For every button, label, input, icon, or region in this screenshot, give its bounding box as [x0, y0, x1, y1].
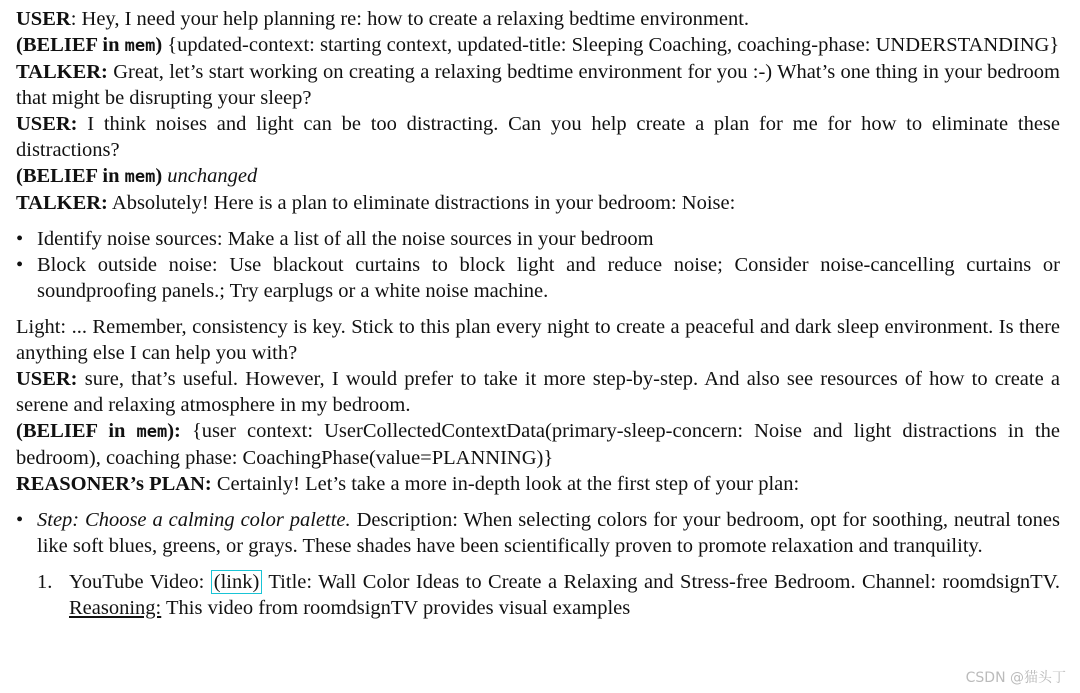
speaker-label: USER [16, 8, 71, 30]
dialogue-document [16, 6, 1060, 621]
belief-update-1 [16, 32, 1060, 59]
belief-label-close: ): [167, 420, 181, 442]
watermark: CSDN @猫头丁 [965, 670, 1066, 686]
utterance-text: sure, that’s useful. However, I would prefer to take it more step-by-step. And also see resources of how to create a serene and relaxing atmosphere in my bedroom. [16, 368, 1060, 416]
belief-label-open: (BELIEF in [16, 34, 125, 56]
resource-list [16, 569, 1060, 621]
utterance-text: Absolutely! Here is a plan to eliminate distractions in your bedroom: Noise: [107, 192, 736, 214]
step-title: Step: Choose a calming color palette. [37, 509, 351, 531]
resource-prefix: YouTube Video: [69, 571, 211, 593]
utterance-text: Certainly! Let’s take a more in-depth look at the first step of your plan: [211, 473, 800, 495]
step-description: Description: When selecting colors for your bedroom, opt for soothing, neutral tones like soft blues, greens, or grays. These shades have been scientifically proven to promote relaxation and tranquility. [37, 509, 1060, 557]
speaker-label: USER: [16, 368, 78, 390]
plan-step-list [16, 507, 1060, 559]
noise-bullet-list [16, 226, 1060, 304]
list-item: • Identify noise sources: Make a list of all the noise sources in your bedroom [16, 226, 1060, 252]
resource-link[interactable]: (link) [211, 570, 263, 594]
belief-label-open: (BELIEF in [16, 165, 125, 187]
belief-text: unchanged [167, 165, 258, 187]
talker-turn-2 [16, 190, 1060, 216]
reasoner-plan [16, 471, 1060, 497]
speaker-label: TALKER: [16, 61, 108, 83]
belief-mem-token: mem [124, 167, 156, 187]
user-turn-2 [16, 111, 1060, 163]
utterance-text: : Hey, I need your help planning re: how to create a relaxing bedtime environment. [70, 8, 750, 30]
belief-label-open: (BELIEF in [16, 420, 137, 442]
list-item [37, 569, 1060, 621]
speaker-label: TALKER: [16, 192, 108, 214]
utterance-text: I think noises and light can be too distracting. Can you help create a plan for me for how to eliminate these distractions? [16, 113, 1060, 161]
belief-text: {updated-context: starting context, updated-title: Sleeping Coaching, coaching-phase: UNDERSTANDING} [162, 34, 1060, 56]
resource-title: Title: Wall Color Ideas to Create a Relaxing and Stress-free Bedroom. Channel: roomdsignTV. [262, 571, 1060, 593]
belief-update-2 [16, 163, 1060, 190]
list-item [16, 507, 1060, 559]
user-turn-1 [16, 6, 1060, 32]
item-number: 1. [37, 571, 53, 593]
reasoning-text: This video from roomdsignTV provides visual examples [161, 597, 631, 619]
belief-label-close: ) [155, 34, 163, 56]
belief-mem-token: mem [124, 36, 156, 56]
reasoning-label: Reasoning: [69, 597, 162, 619]
speaker-label: REASONER’s PLAN: [16, 473, 212, 495]
talker-turn-1 [16, 59, 1060, 111]
list-item: • Block outside noise: Use blackout curtains to block light and reduce noise; Consider noise-cancelling curtains or soundproofing panels.; Try earplugs or a white noise machine. [16, 252, 1060, 304]
utterance-text: Great, let’s start working on creating a relaxing bedtime environment for you :-) What’s one thing in your bedroom that might be disrupting your sleep? [16, 61, 1060, 109]
belief-update-3 [16, 418, 1060, 471]
belief-label-close: ) [155, 165, 163, 187]
user-turn-3 [16, 366, 1060, 418]
belief-text: {user context: UserCollectedContextData(primary-sleep-concern: Noise and light distractions in the bedroom), coaching phase: CoachingPhase(value=PLANNING)} [16, 420, 1060, 469]
belief-mem-token: mem [136, 422, 168, 442]
speaker-label: USER: [16, 113, 78, 135]
light-paragraph: Light: ... Remember, consistency is key. Stick to this plan every night to create a peaceful and dark sleep environment. Is there anything else I can help you with? [16, 316, 1060, 364]
